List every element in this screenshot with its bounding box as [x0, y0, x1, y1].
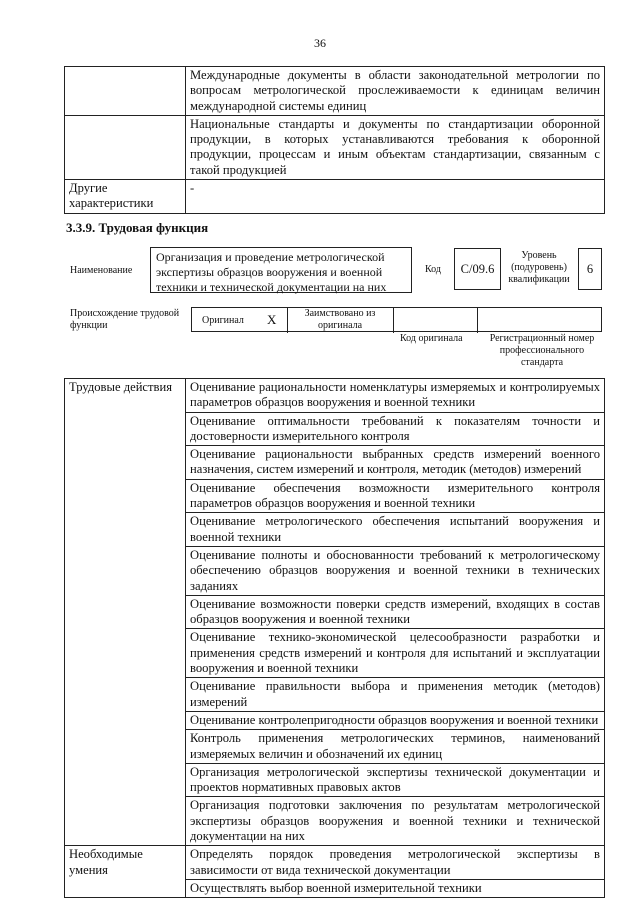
reg-number-cell	[478, 308, 601, 333]
labor-action: Организация метрологической экспертизы технической документации и проектов нормативных правовых актов	[186, 763, 605, 797]
code-original-caption: Код оригинала	[400, 333, 463, 344]
main-table	[64, 378, 605, 898]
reg-number-caption: Регистрационный номер профессионального стандарта	[489, 333, 595, 368]
labor-action: Оценивание рациональности выбранных средств измерений военного назначения, систем измерений и контроля, методик (методов) измерений	[186, 446, 605, 480]
borrowed-label: Заимствовано из оригинала	[304, 308, 376, 331]
row-text: Национальные стандарты и документы по стандартизации оборонной продукции, в которых устанавливаются требования к оборонной продукции, процессам и иным объектам стандартизации, связанным с такой продукцией	[186, 115, 605, 179]
row-label: Другие характеристики	[65, 180, 186, 214]
labor-action: Оценивание метрологического обеспечения испытаний вооружения и военной техники	[186, 513, 605, 547]
table-row	[65, 846, 605, 880]
skill: Осуществлять выбор военной измерительной техники	[186, 879, 605, 897]
labor-action: Оценивание технико-экономической целесообразности разработки и применения средств измерений и контроля для испытаний и эксплуатации вооружения и военной техники	[186, 629, 605, 678]
function-name-field: Организация и проведение метрологической экспертизы образцов вооружения и военной техники и технической документации на них	[150, 247, 412, 293]
original-cell	[192, 308, 288, 333]
code-original-cell	[394, 308, 478, 333]
qualification-level-field: 6	[578, 248, 602, 290]
table-row	[65, 379, 605, 413]
table-row	[65, 67, 605, 116]
row-label	[65, 67, 186, 116]
table-row	[65, 180, 605, 214]
borrowed-cell	[288, 308, 394, 333]
labor-action: Оценивание правильности выбора и применения методик (методов) измерений	[186, 678, 605, 712]
name-label: Наименование	[70, 265, 133, 276]
original-label: Оригинал	[202, 315, 244, 326]
labor-action: Оценивание рациональности номенклатуры измеряемых и контролируемых параметров образцов вооружения и военной техники	[186, 379, 605, 413]
row-text: Международные документы в области законодательной метрологии по вопросам метрологической прослеживаемости к единицам величин международной системы единиц	[186, 67, 605, 116]
labor-action: Организация подготовки заключения по результатам метрологической экспертизы образцов вооружения и военной техники и технической документации на них	[186, 797, 605, 846]
labor-action: Оценивание полноты и обоснованности требований к метрологическому обеспечению образцов вооружения и военной техники в технических заданиях	[186, 546, 605, 595]
origin-box	[191, 307, 602, 332]
original-mark: X	[267, 312, 277, 327]
labor-action: Контроль применения метрологических терминов, наименований измеряемых величин и обозначений их единиц	[186, 730, 605, 764]
page-number: 36	[314, 36, 326, 50]
table-row	[65, 115, 605, 179]
row-label	[65, 115, 186, 179]
origin-label: Происхождение трудовой функции	[70, 308, 180, 331]
row-text: -	[186, 180, 605, 214]
section-heading: 3.3.9. Трудовая функция	[66, 220, 209, 235]
function-code-field: C/09.6	[454, 248, 501, 290]
labor-actions-label: Трудовые действия	[65, 379, 186, 846]
labor-action: Оценивание оптимальности требований к показателям точности и достоверности измерительного контроля	[186, 412, 605, 446]
skill: Определять порядок проведения метрологической экспертизы в зависимости от вида технической документации	[186, 846, 605, 880]
code-label: Код	[425, 264, 441, 275]
level-label: Уровень (подуровень) квалификации	[508, 250, 570, 285]
skills-label: Необходимые умения	[65, 846, 186, 898]
labor-action: Оценивание обеспечения возможности измерительного контроля параметров образцов вооружения и военной техники	[186, 479, 605, 513]
labor-action: Оценивание контролепригодности образцов вооружения и военной техники	[186, 711, 605, 729]
top-table	[64, 66, 605, 214]
labor-action: Оценивание возможности поверки средств измерений, входящих в состав образцов вооружения и военной техники	[186, 595, 605, 629]
